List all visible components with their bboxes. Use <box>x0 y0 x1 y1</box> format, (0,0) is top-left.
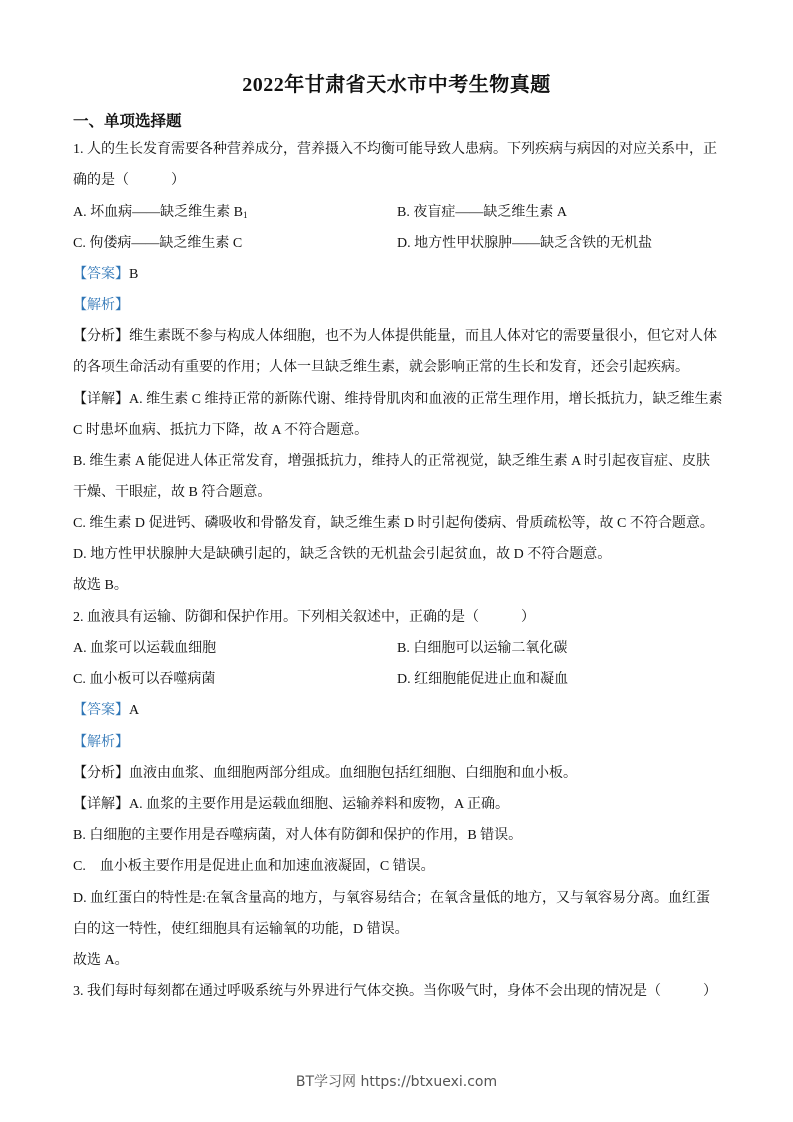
q1-answer-value: B <box>129 267 139 282</box>
q1-analysis-heading: 【解析】 <box>73 298 129 313</box>
q2-xj-line5: 白的这一特性，使红细胞具有运输氧的功能，D 错误。 <box>73 922 409 937</box>
q1-xj-line5: C. 维生素 D 促进钙、磷吸收和骨骼发育，缺乏维生素 D 时引起佝偻病、骨质疏松等，故 C 不符合题意。 <box>73 516 714 531</box>
q1-option-a-sub: 1 <box>242 210 248 220</box>
q1-answer <box>73 266 138 284</box>
q2-option-a: A. 血浆可以运载血细胞 <box>73 641 217 656</box>
q1-stem: 1. 人的生长发育需要各种营养成分，营养摄入不均衡可能导致人患病。下列疾病与病因的对应关系中，正 <box>73 142 717 157</box>
q1-xj-line6: D. 地方性甲状腺肿大是缺碘引起的，缺乏含铁的无机盐会引起贫血，故 D 不符合题意。 <box>73 547 612 562</box>
answer-tag: 【答案】 <box>73 267 129 282</box>
q2-option-b: B. 白细胞可以运输二氧化碳 <box>397 641 568 656</box>
q1-option-b: B. 夜盲症——缺乏维生素 A <box>397 205 567 220</box>
q2-fenxi-text: 血液由血浆、血细胞两部分组成。血细胞包括红细胞、白细胞和血小板。 <box>129 766 577 781</box>
q1-conclusion: 故选 B。 <box>73 578 128 593</box>
q1-xiangjie-text: A. 维生素 C 维持正常的新陈代谢、维持骨肌肉和血液的正常生理作用，增长抵抗力，缺乏维生素 <box>129 392 723 407</box>
q2-option-d: D. 红细胞能促进止血和凝血 <box>397 672 569 687</box>
q2-xj-line4: D. 血红蛋白的特性是:在氧含量高的地方，与氧容易结合；在氧含量低的地方，又与氧容易分离。血红蛋 <box>73 891 710 906</box>
q2-stem: 2. 血液具有运输、防御和保护作用。下列相关叙述中，正确的是（ ） <box>73 610 535 625</box>
q3-stem: 3. 我们每时每刻都在通过呼吸系统与外界进行气体交换。当你吸气时，身体不会出现的情况是（ ） <box>73 984 717 999</box>
q1-option-a-text: A. 坏血病——缺乏维生素 B <box>73 205 243 220</box>
q2-answer-value: A <box>129 703 140 718</box>
xiangjie-tag: 【详解】 <box>73 392 129 407</box>
q2-xiangjie <box>73 796 509 814</box>
q1-xj-line3: B. 维生素 A 能促进人体正常发育，增强抵抗力，维持人的正常视觉，缺乏维生素 A 时引起夜盲症、皮肤 <box>73 454 711 469</box>
q1-option-a <box>73 204 247 224</box>
q2-xj-line3: C. 血小板主要作用是促进止血和加速血液凝固，C 错误。 <box>73 859 435 874</box>
q2-conclusion: 故选 A。 <box>73 953 129 968</box>
q2-fenxi <box>73 765 577 783</box>
q1-xiangjie <box>73 391 722 409</box>
footer-watermark: BT学习网 https://btxuexi.com <box>295 1074 498 1090</box>
q1-fenxi-cont: 的各项生命活动有重要的作用；人体一旦缺乏维生素，就会影响正常的生长和发育，还会引起疾病。 <box>73 360 689 375</box>
page-title: 2022年甘肃省天水市中考生物真题 <box>242 74 551 96</box>
q2-xiangjie-text: A. 血浆的主要作用是运载血细胞、运输养料和废物，A 正确。 <box>129 797 509 812</box>
answer-tag: 【答案】 <box>73 703 129 718</box>
q1-fenxi-text: 维生素既不参与构成人体细胞，也不为人体提供能量，而且人体对它的需要量很小，但它对人体 <box>129 329 717 344</box>
fenxi-tag: 【分析】 <box>73 766 129 781</box>
q2-analysis-heading: 【解析】 <box>73 735 129 750</box>
q2-xj-line2: B. 白细胞的主要作用是吞噬病菌，对人体有防御和保护的作用，B 错误。 <box>73 828 523 843</box>
q2-answer <box>73 702 139 720</box>
q1-option-d: D. 地方性甲状腺肿——缺乏含铁的无机盐 <box>397 236 653 251</box>
xiangjie-tag: 【详解】 <box>73 797 129 812</box>
q2-option-c: C. 血小板可以吞噬病菌 <box>73 672 216 687</box>
q1-stem-cont: 确的是（ ） <box>73 173 185 188</box>
section-heading: 一、单项选择题 <box>73 113 182 130</box>
q1-option-c: C. 佝偻病——缺乏维生素 C <box>73 236 243 251</box>
fenxi-tag: 【分析】 <box>73 329 129 344</box>
q1-fenxi <box>73 328 717 346</box>
q1-xj-line2: C 时患坏血病、抵抗力下降，故 A 不符合题意。 <box>73 423 369 438</box>
q1-xj-line4: 干燥、干眼症，故 B 符合题意。 <box>73 485 272 500</box>
